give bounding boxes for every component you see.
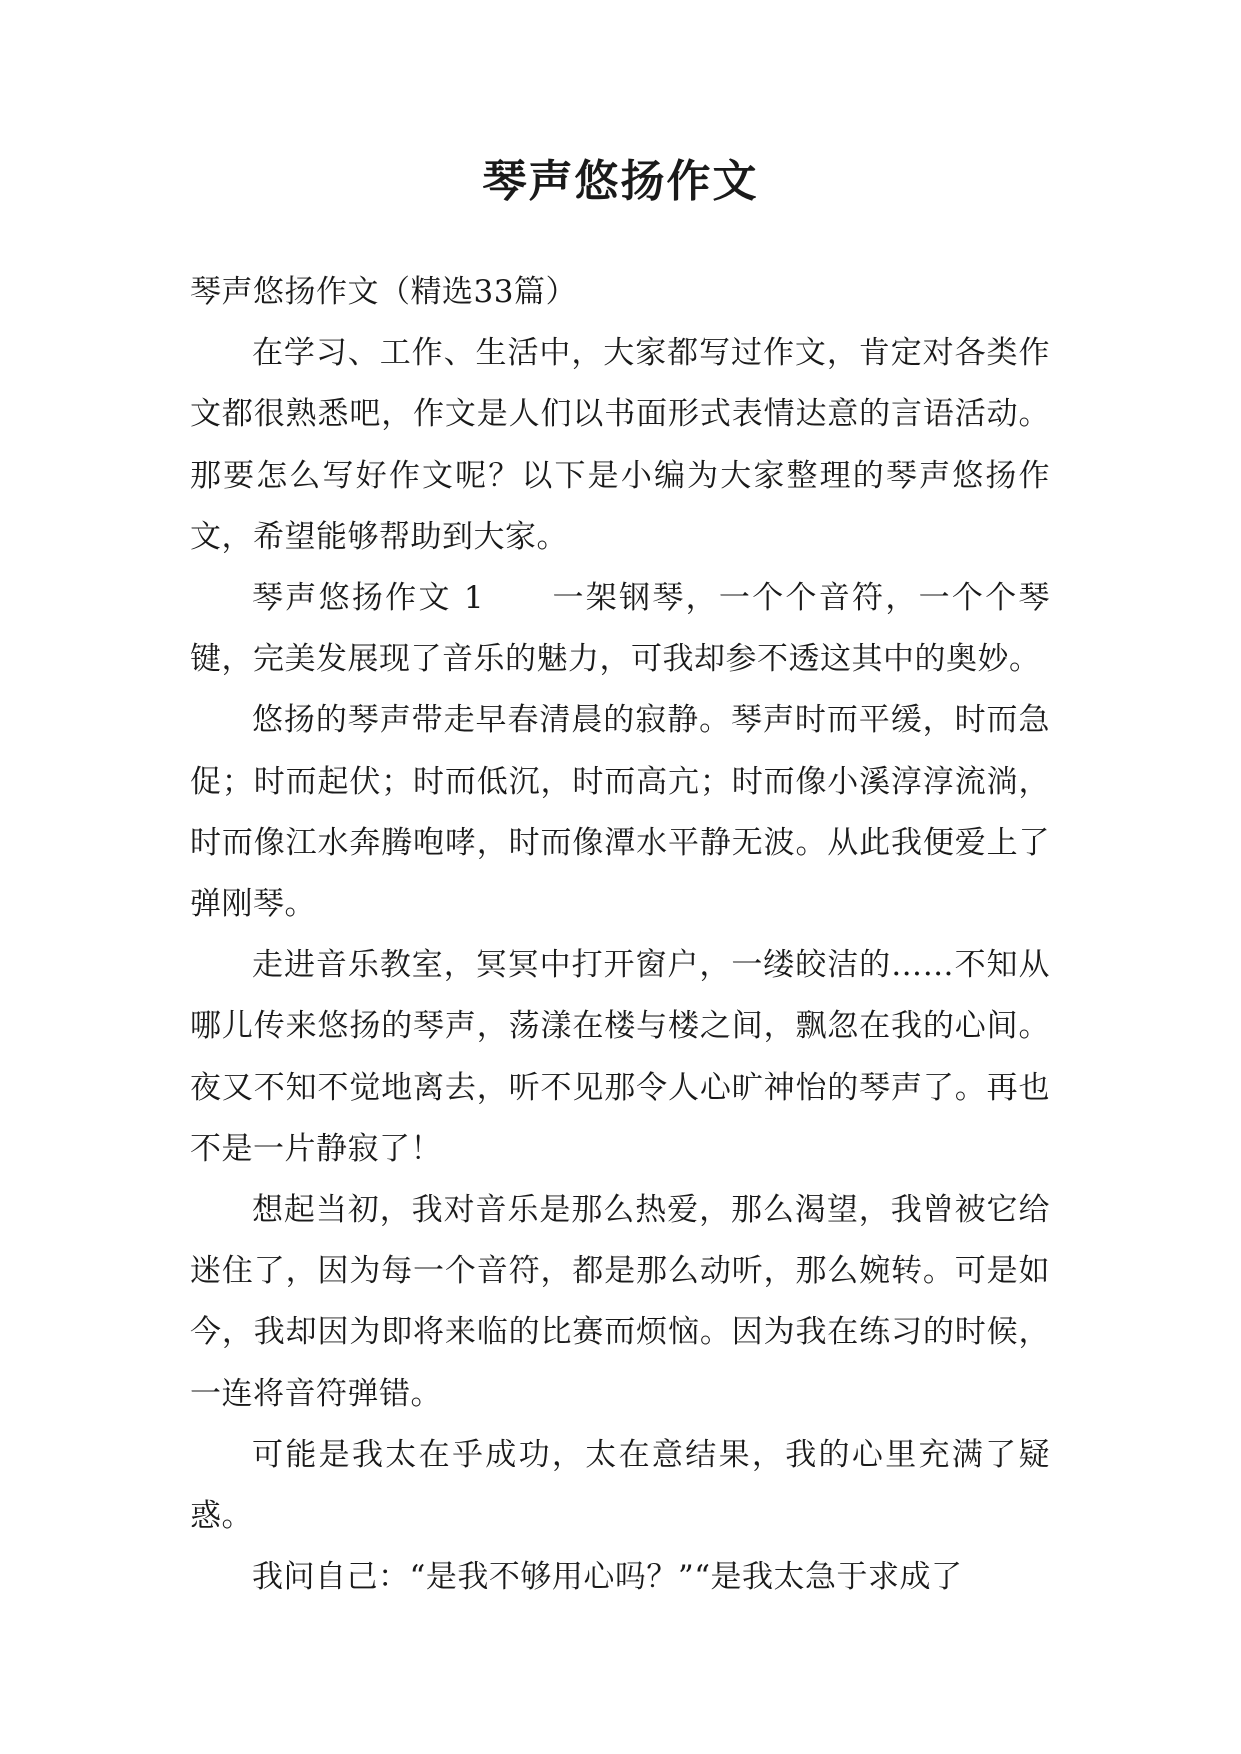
body-paragraph: 在学习、工作、生活中，大家都写过作文，肯定对各类作文都很熟悉吧，作文是人们以书面形式表情达意的言语活动。那要怎么写好作文呢？以下是小编为大家整理的琴声悠扬作文，希望能够帮助到大家。 (190, 335, 1050, 555)
body-paragraph: 我问自己：“是我不够用心吗？”“是我太急于求成了 (252, 1559, 963, 1596)
body-paragraph: 可能是我太在乎成功，太在意结果，我的心里充满了疑惑。 (190, 1436, 1050, 1535)
document-body (190, 262, 1050, 1608)
body-paragraph: 琴声悠扬作文 1 一架钢琴，一个个音符，一个个琴键，完美发展现了音乐的魅力，可我却参不透这其中的奥妙。 (190, 580, 1050, 678)
document-title: 琴声悠扬作文 (482, 156, 759, 207)
body-paragraph: 想起当初，我对音乐是那么热爱，那么渴望，我曾被它给迷住了，因为每一个音符，都是那么动听，那么婉转。可是如今，我却因为即将来临的比赛而烦恼。因为我在练习的时候，一连将音符弹错。 (190, 1192, 1050, 1412)
body-paragraph: 走进音乐教室，冥冥中打开窗户，一缕皎洁的……不知从哪儿传来悠扬的琴声，荡漾在楼与楼之间，飘忽在我的心间。夜又不知不觉地离去，听不见那令人心旷神怡的琴声了。再也不是一片静寂了！ (190, 947, 1050, 1167)
body-paragraph: 悠扬的琴声带走早春清晨的寂静。琴声时而平缓，时而急促；时而起伏；时而低沉，时而高亢；时而像小溪淳淳流淌，时而像江水奔腾咆哮，时而像潭水平静无波。从此我便爱上了弹刚琴。 (190, 702, 1050, 923)
subtitle-line: 琴声悠扬作文（精选33篇） (190, 274, 577, 310)
